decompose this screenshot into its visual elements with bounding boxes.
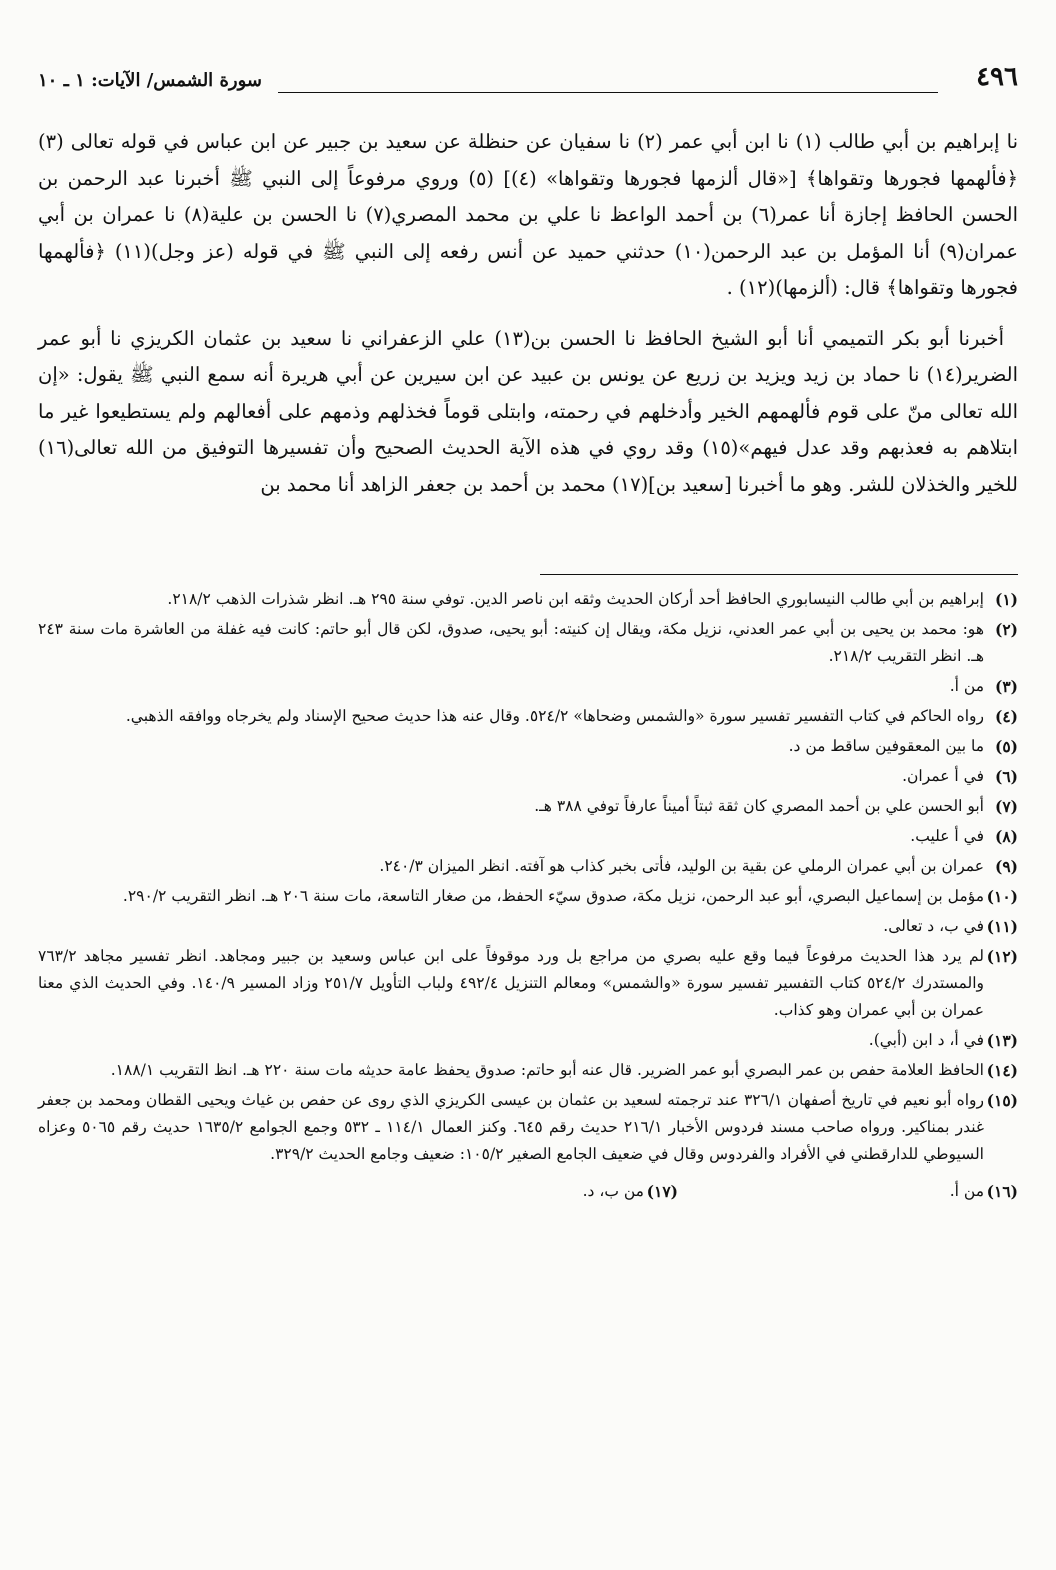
main-text [38, 124, 1018, 517]
footnote-text: هو: محمد بن يحيى بن أبي عمر العدني، نزيل مكة، ويقال إن كنيته: أبو يحيى، صدوق، لكن قال أبو حاتم: كانت فيه غفلة من العاشرة مات سنة ٢٤٣ هـ. انظر التقريب ٢١٨/٢. [38, 620, 984, 665]
footnotes [38, 586, 1018, 1205]
footnote-number: (١٦) [986, 1182, 1018, 1201]
footnote-number: (٦) [994, 767, 1018, 786]
footnote-text: رواه أبو نعيم في تاريخ أصفهان ٣٢٦/١ عند ترجمته لسعيد بن عثمان بن عيسى الكريزي الذي روى عن حفص بن غياث ويحيى القطان ومحمد بن جعفر غندر بمناكير. ورواه صاحب مسند فردوس الأخبار ٢١٦/١ حديث رقم ٦٤٥. وكنز العمال ١١٤/١ ـ ٥٣٢ وجمع الجوامع ١٦٣٥/٢ حديث رقم ٥٠٦٥ وعزاه السيوطي للدارقطني في الأفراد والفردوس وقال في ضعيف الجامع الصغير ١٠٥/٢: ضعيف وجامع الحديث ٣٢٩/٢. [38, 1091, 985, 1163]
footnote-text: في ب، د تعالى. [883, 917, 984, 935]
footnote-text: إبراهيم بن أبي طالب النيسابوري الحافظ أحد أركان الحديث وثقه ابن ناصر الدين. توفي سنة ٢٩٥ هـ. انظر شذرات الذهب ٢١٨/٢. [167, 590, 984, 608]
footnote-text: لم يرد هذا الحديث مرفوعاً فيما وقع عليه بصري من مراجع بل ورد موقوفاً على ابن عباس وسعيد بن جبير ومجاهد. انظر تفسير مجاهد ٧٦٣/٢ والمستدرك ٥٢٤/٢ كتاب التفسير تفسير سورة «والشمس» ومعالم التنزيل ٤٩٢/٤ ولباب التأويل ٢٥١/٧ وزاد المسير ١٤٠/٩. وفي الحديث الذي معنا عمران بن أبي عمران وهو كذاب. [38, 947, 984, 1019]
footnote-16 [678, 1178, 1018, 1205]
running-title: سورة الشمس/ الآيات: ١ ـ ١٠ [38, 70, 262, 91]
footnote-text: من ب، د. [582, 1182, 644, 1200]
footnote-number: (٨) [994, 827, 1018, 846]
footnote-text: الحافظ العلامة حفص بن عمر البصري أبو عمر الضرير. قال عنه أبو حاتم: صدوق يحفظ عامة حديثه مات سنة ٢٢٠ هـ. انظ التقريب ١٨٨/١. [110, 1061, 984, 1079]
footnote-2 [38, 616, 1018, 670]
footnote-number: (١٠) [986, 887, 1018, 906]
footnote-text: في أ عمران. [902, 767, 984, 785]
footnote-11 [38, 913, 1018, 940]
footnote-text: ما بين المعقوفين ساقط من د. [788, 737, 984, 755]
footnote-number: (١٤) [986, 1061, 1018, 1080]
footnote-text: من أ. [949, 677, 984, 695]
footnote-13 [38, 1027, 1018, 1054]
footnote-7 [38, 793, 1018, 820]
footnote-number: (١٥) [986, 1091, 1018, 1110]
footnote-12 [38, 943, 1018, 1024]
main-paragraph-2: أخبرنا أبو بكر التميمي أنا أبو الشيخ الحافظ نا الحسن بن(١٣) علي الزعفراني نا سعيد بن عثمان الكريزي نا أبو عمر الضرير(١٤) نا حماد بن زيد ويزيد بن زريع عن يونس بن عبيد عن ابن سيرين عن أبي هريرة أنه سمع النبي ﷺ يقول: «إن الله تعالى منّ على قوم فألهمهم الخير وأدخلهم في رحمته، وابتلى قوماً فخذلهم وذمهم على أفعالهم ولم يستطيعوا غير ما ابتلاهم به فعذبهم وقد عدل فيهم»(١٥) وقد روي في هذه الآية الحديث الصحيح وأن تفسيرها التوفيق من الله تعالى(١٦) للخير والخذلان للشر. وهو ما أخبرنا [سعيد بن](١٧) محمد بن أحمد بن جعفر الزاهد أنا محمد بن [38, 326, 1018, 496]
footnote-number: (١٢) [986, 947, 1018, 966]
footnote-number: (٧) [994, 797, 1018, 816]
footnote-14 [38, 1057, 1018, 1084]
main-paragraph-1: نا إبراهيم بن أبي طالب (١) نا ابن أبي عمر (٢) نا سفيان عن حنظلة عن سعيد بن جبير عن ابن عباس في قوله تعالى (٣) ﴿فألهمها فجورها وتقواها﴾ [«قال ألزمها فجورها وتقواها» (٤)] (٥) وروي مرفوعاً إلى النبي ﷺ أخبرنا عبد الرحمن بن الحسن الحافظ إجازة أنا عمر(٦) بن أحمد الواعظ نا علي بن محمد المصري(٧) نا الحسن بن علية(٨) نا عمران بن أبي عمران(٩) أنا المؤمل بن عبد الرحمن(١٠) حدثني حميد عن أنس رفعه إلى النبي ﷺ في قوله (عز وجل)(١١) ﴿فألهمها فجورها وتقواها﴾ قال: (ألزمها)(١٢) . [38, 130, 1019, 299]
page-header [38, 62, 1018, 102]
footnote-number: (٤) [994, 707, 1018, 726]
footnote-5 [38, 733, 1018, 760]
footnote-text: أبو الحسن علي بن أحمد المصري كان ثقة ثبتاً أميناً عارفاً توفي ٣٨٨ هـ. [534, 797, 984, 815]
footnote-9 [38, 853, 1018, 880]
footnote-text: في أ عليب. [910, 827, 984, 845]
footnote-number: (١٣) [986, 1031, 1018, 1050]
footnote-number: (١٧) [646, 1182, 678, 1201]
footnote-number: (١) [994, 590, 1018, 609]
footnote-text: مؤمل بن إسماعيل البصري، أبو عبد الرحمن، نزيل مكة، صدوق سيّء الحفظ، من صغار التاسعة، مات سنة ٢٠٦ هـ. انظر التقريب ٢٩٠/٢. [122, 887, 984, 905]
footnote-number: (٣) [994, 677, 1018, 696]
footnote-17 [338, 1178, 678, 1205]
footnote-number: (١١) [986, 917, 1018, 936]
footnote-text: عمران بن أبي عمران الرملي عن بقية بن الوليد، فأتى بخبر كذاب هو آفته. انظر الميزان ٢٤٠/٣. [379, 857, 984, 875]
footnote-6 [38, 763, 1018, 790]
footnote-10 [38, 883, 1018, 910]
header-rule [278, 92, 938, 93]
footnote-separator [540, 574, 1018, 575]
footnote-15 [38, 1087, 1018, 1168]
footnote-text: رواه الحاكم في كتاب التفسير تفسير سورة «والشمس وضحاها» ٥٢٤/٢. وقال عنه هذا حديث صحيح الإسناد ولم يخرجاه ووافقه الذهبي. [125, 707, 984, 725]
footnote-number: (٢) [994, 620, 1018, 639]
footnotes-last-row [38, 1178, 1018, 1205]
footnote-3 [38, 673, 1018, 700]
footnote-4 [38, 703, 1018, 730]
footnote-number: (٥) [994, 737, 1018, 756]
footnote-text: في أ، د ابن (أبي). [868, 1031, 984, 1049]
page-number: ٤٩٦ [976, 62, 1018, 92]
footnote-8 [38, 823, 1018, 850]
footnote-number: (٩) [994, 857, 1018, 876]
footnote-1 [38, 586, 1018, 613]
footnote-text: من أ. [949, 1182, 984, 1200]
